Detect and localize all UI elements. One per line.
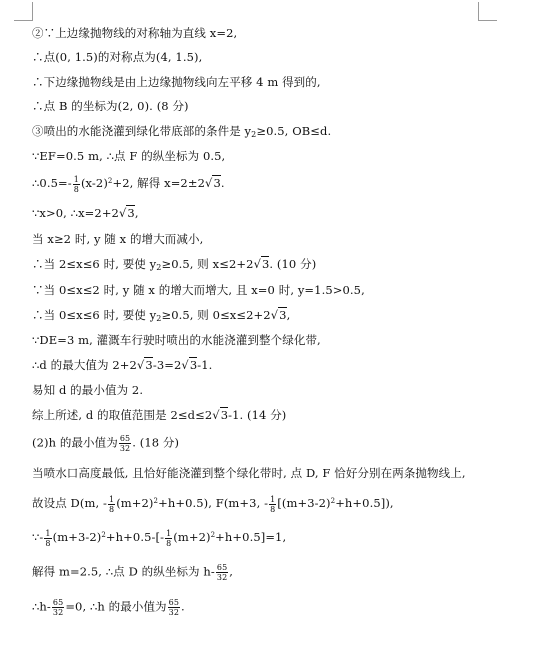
solution-line-21: 解得 m=2.5, ∴点 D 的纵坐标为 h- $\frac{65}{32}$ , <box>32 563 234 582</box>
solution-line-6: ∵EF=0.5 m, ∴点 F 的纵坐标为 0.5, <box>32 149 226 163</box>
solution-line-17: (2)h 的最小值为 $\frac{65}{32}$ . (18 分) <box>32 434 180 453</box>
fraction: $\frac{1}{8}$ <box>270 494 276 514</box>
solution-line-4: ∴点 B 的坐标为(2, 0). (8 分) <box>32 99 189 113</box>
solution-line-7: ∴0.5=- $\frac{1}{8}$ $(x-2)^2+2$, 解得 x=2±2√3. <box>32 174 225 194</box>
solution-line-15: 易知 d 的最小值为 2. <box>32 383 144 397</box>
solution-line-20: ∵- $\frac{1}{8}$ $(m+3-2)^2+h+0.5-[-$ $\frac{1}{8}$ $(m+2)^2+h+0.5]=1$, <box>32 528 287 548</box>
solution-line-8: ∵x>0, ∴x=2+2√3, <box>32 206 139 220</box>
fraction: $\frac{65}{32}$ <box>216 563 228 582</box>
solution-line-14: ∴d 的最大值为 2+2√3-3=2√3-1. <box>32 358 213 372</box>
solution-line-3: ∴下边缘抛物线是由上边缘抛物线向左平移 4 m 得到的, <box>32 75 321 89</box>
solution-line-22: ∴h- $\frac{65}{32}$ =0, ∴h 的最小值为 $\frac{65}{32}$ . <box>32 598 185 617</box>
solution-line-18: 当喷水口高度最低, 且恰好能浇灌到整个绿化带时, 点 D, F 恰好分别在两条抛物线上, <box>32 466 466 480</box>
solution-line-2: ∴点(0, 1.5)的对称点为(4, 1.5), <box>32 50 203 64</box>
fraction: $\frac{1}{8}$ <box>108 494 115 514</box>
fraction: $\frac{65}{32}$ <box>52 598 64 617</box>
fraction: $\frac{65}{32}$ <box>168 598 180 617</box>
solution-line-13: ∵DE=3 m, 灌溉车行驶时喷出的水能浇灌到整个绿化带, <box>32 333 321 347</box>
solution-line-16: 综上所述, d 的取值范围是 2≤d≤2√3-1. (14 分) <box>32 408 287 422</box>
solution-line-10: ∴当 2≤x≤6 时, 要使 $y_2\ge 0.5$, 则 x≤2+2√3. (10 分) <box>32 257 317 272</box>
fraction: $\frac{1}{8}$ <box>166 528 172 548</box>
page-corner-mark-left <box>14 2 33 21</box>
solution-line-19: 故设点 D(m, - $\frac{1}{8}$ $(m+2)^2+h+0.5$), F(m+3, - $\frac{1}{8}$ $[(m+3-2)^2+h+0.5]$), <box>32 494 394 514</box>
page-corner-mark-right <box>478 2 497 21</box>
solution-line-9: 当 x≥2 时, y 随 x 的增大而减小, <box>32 232 204 246</box>
solution-line-11: ∵当 0≤x≤2 时, y 随 x 的增大而增大, 且 x=0 时, y=1.5>0.5, <box>32 283 365 297</box>
solution-line-12: ∴当 0≤x≤6 时, 要使 $y_2\ge 0.5$, 则 0≤x≤2+2√3, <box>32 308 291 323</box>
fraction: $\frac{65}{32}$ <box>119 434 131 453</box>
fraction: $\frac{1}{8}$ <box>45 528 51 548</box>
fraction: $\frac{1}{8}$ <box>73 174 79 194</box>
solution-line-5: ③喷出的水能浇灌到绿化带底部的条件是 $y_2\ge 0.5$, OB≤d. <box>32 124 332 139</box>
solution-line-1: ②∵上边缘抛物线的对称轴为直线 x=2, <box>32 26 238 40</box>
